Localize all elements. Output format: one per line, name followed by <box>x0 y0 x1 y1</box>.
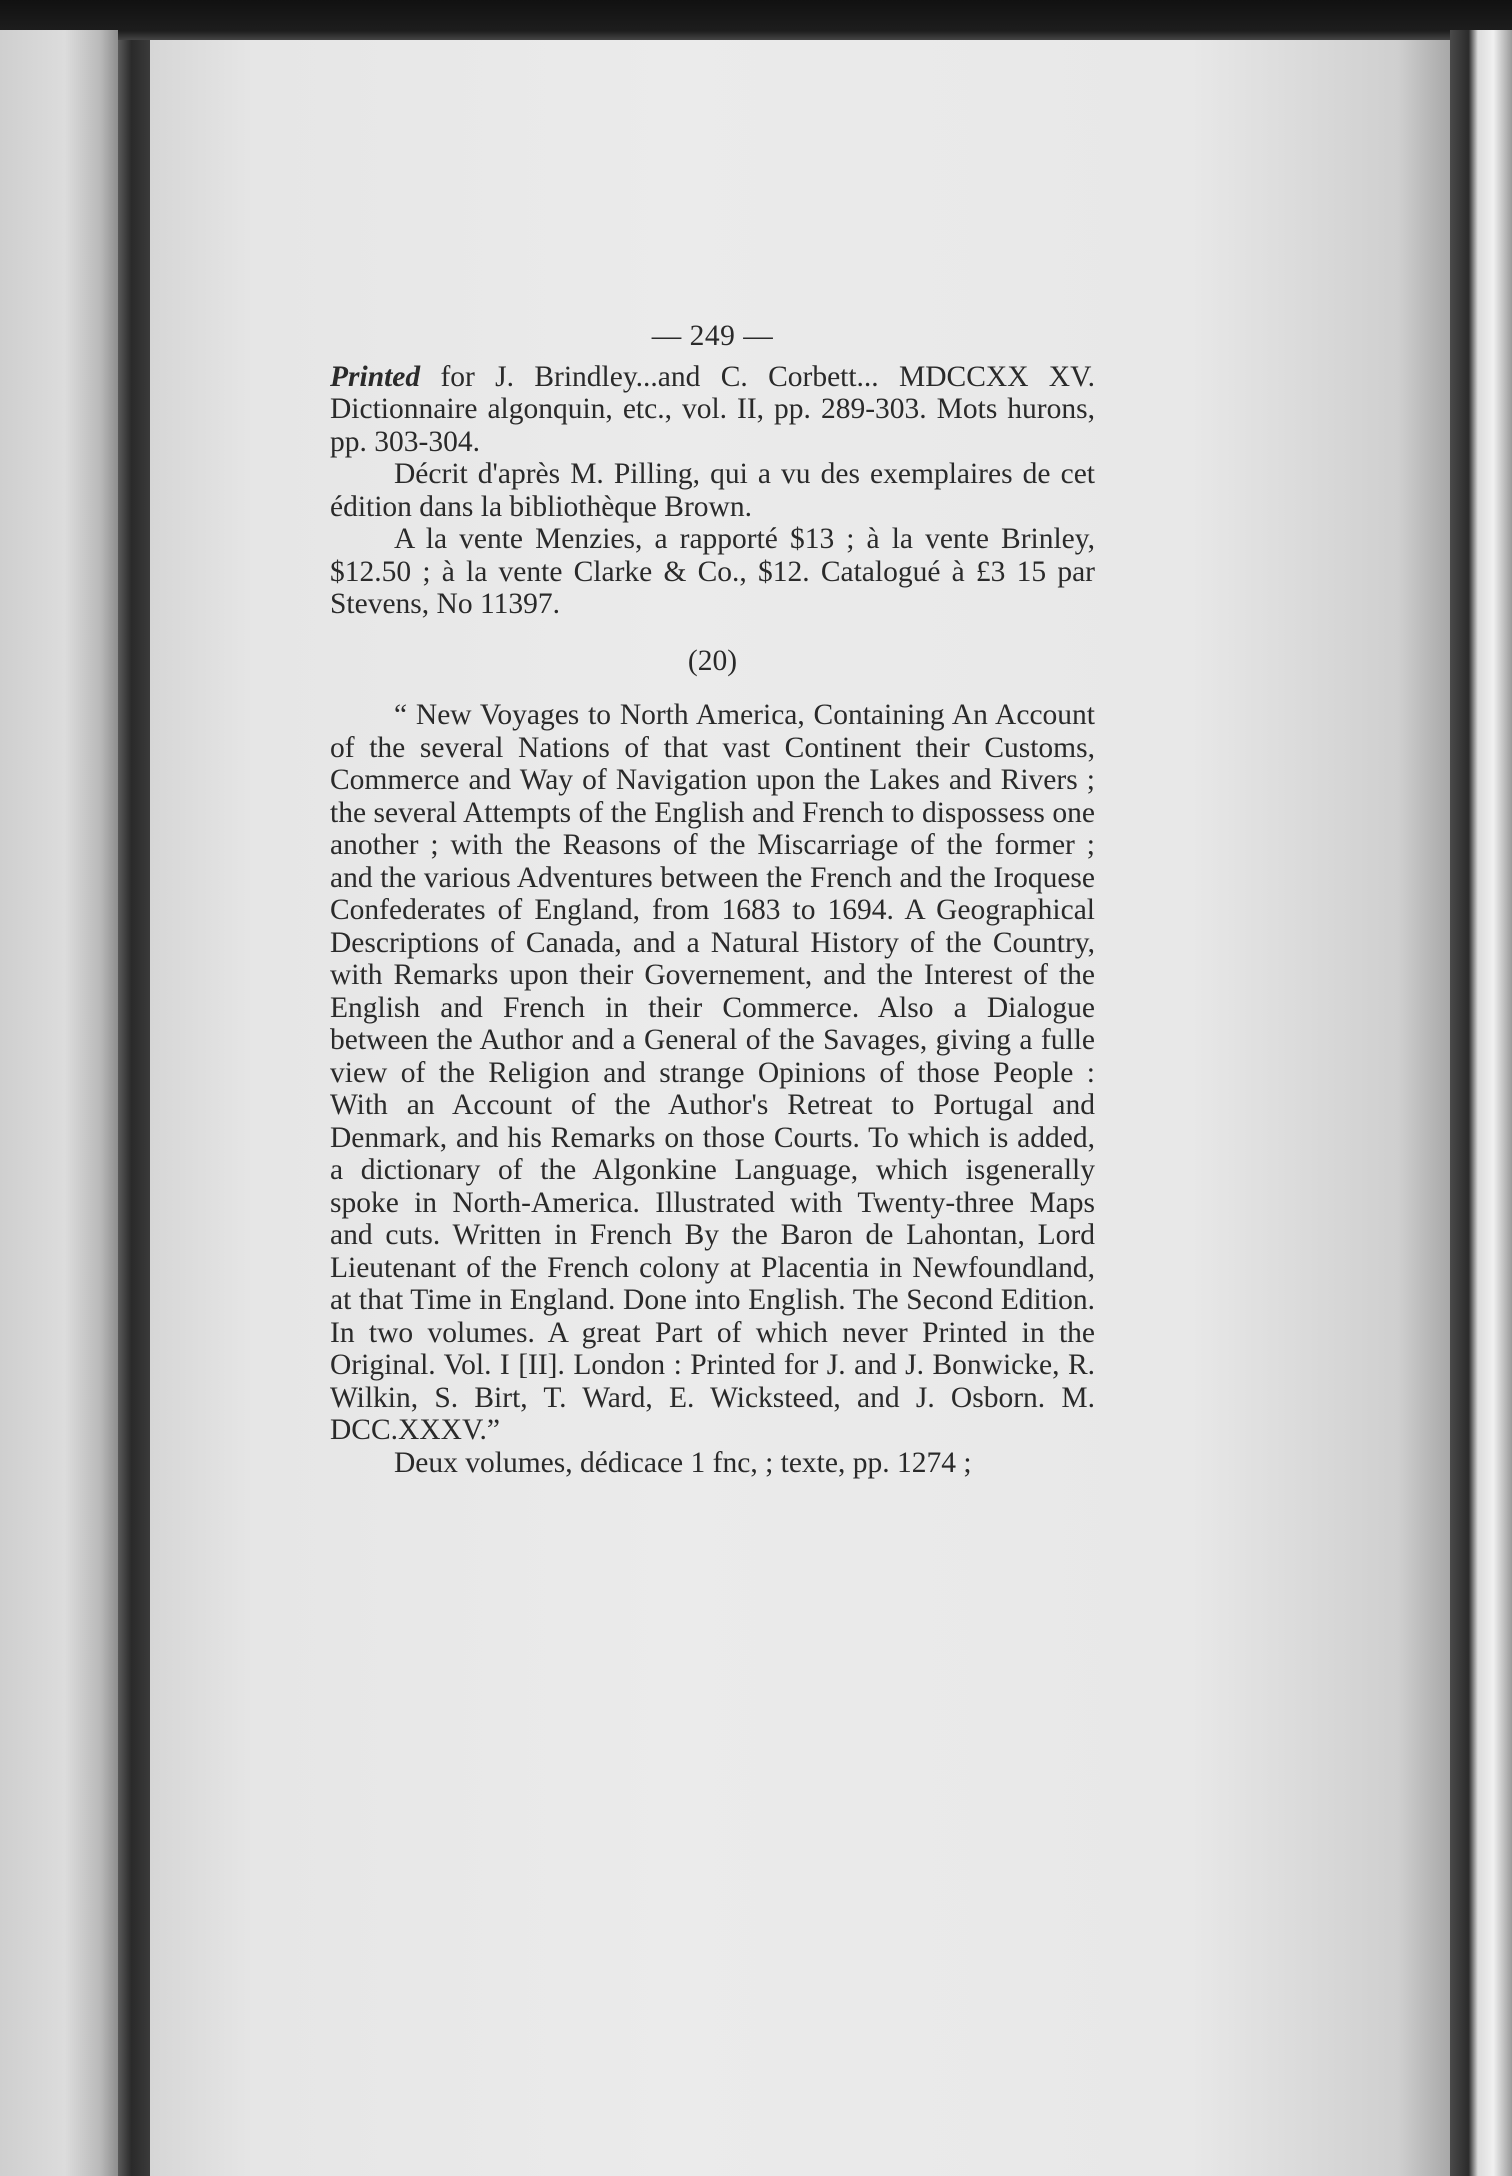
page-text-block <box>330 320 1095 1479</box>
previous-page-edge <box>0 30 118 2176</box>
book-right-edge <box>1450 30 1512 2176</box>
paragraph-imprint-text: for J. Brindley...and C. Corbett... MDCCXX XV. Dictionnaire algonquin, etc., vol. II, pp. 289-303. Mots hurons, pp. 303-304. <box>330 360 1095 458</box>
paragraph-description: Décrit d'après M. Pilling, qui a vu des exemplaires de cet édition dans la bibliothèque Brown. <box>330 458 1095 523</box>
item-number: (20) <box>687 644 738 677</box>
paragraph-sales: A la vente Menzies, a rapporté $13 ; à la vente Brinley, $12.50 ; à la vente Clarke & Co., $12. Catalogué à £3 15 par Stevens, No 11397. <box>330 523 1095 620</box>
printed-italic-word: Printed <box>330 360 421 393</box>
paragraph-imprint <box>330 361 1095 459</box>
page-number: — 249 — <box>651 320 774 352</box>
title-quote-paragraph: “ New Voyages to North America, Containing An Account of the several Nations of that vast Continent their Customs, Commerce and Way of Navigation upon the Lakes and Rivers ; the several Attempts of the English and French to dispossess one another ; with the Reasons of the Miscarriage of the former ; and the various Adventures between the French and the Iroquese Confederates of England, from 1683 to 1694. A Geographical Descriptions of Canada, and a Natural History of the Country, with Remarks upon their Governement, and the Interest of the English and French in their Commerce. Also a Dialogue between the Author and a General of the Savages, giving a fulle view of the Religion and strange Opinions of those People : With an Account of the Author's Retreat to Portugal and Denmark, and his Remarks on those Courts. To which is added, a dictionary of the Algonkine Language, which isgenerally spoke in North-America. Illustrated with Twenty-three Maps and cuts. Written in French By the Baron de Lahontan, Lord Lieutenant of the French colony at Placentia in Newfoundland, at that Time in England. Done into English. The Second Edition. In two volumes. A great Part of which never Printed in the Original. Vol. I [II]. London : Printed for J. and J. Bonwicke, R. Wilkin, S. Birt, T. Ward, E. Wicksteed, and J. Osborn. M. DCC.XXXV.” <box>330 699 1095 1446</box>
book-gutter <box>118 40 152 2176</box>
scan-top-shadow <box>0 0 1512 44</box>
paragraph-volumes: Deux volumes, dédicace 1 fnc, ; texte, pp. 1274 ; <box>394 1446 972 1479</box>
